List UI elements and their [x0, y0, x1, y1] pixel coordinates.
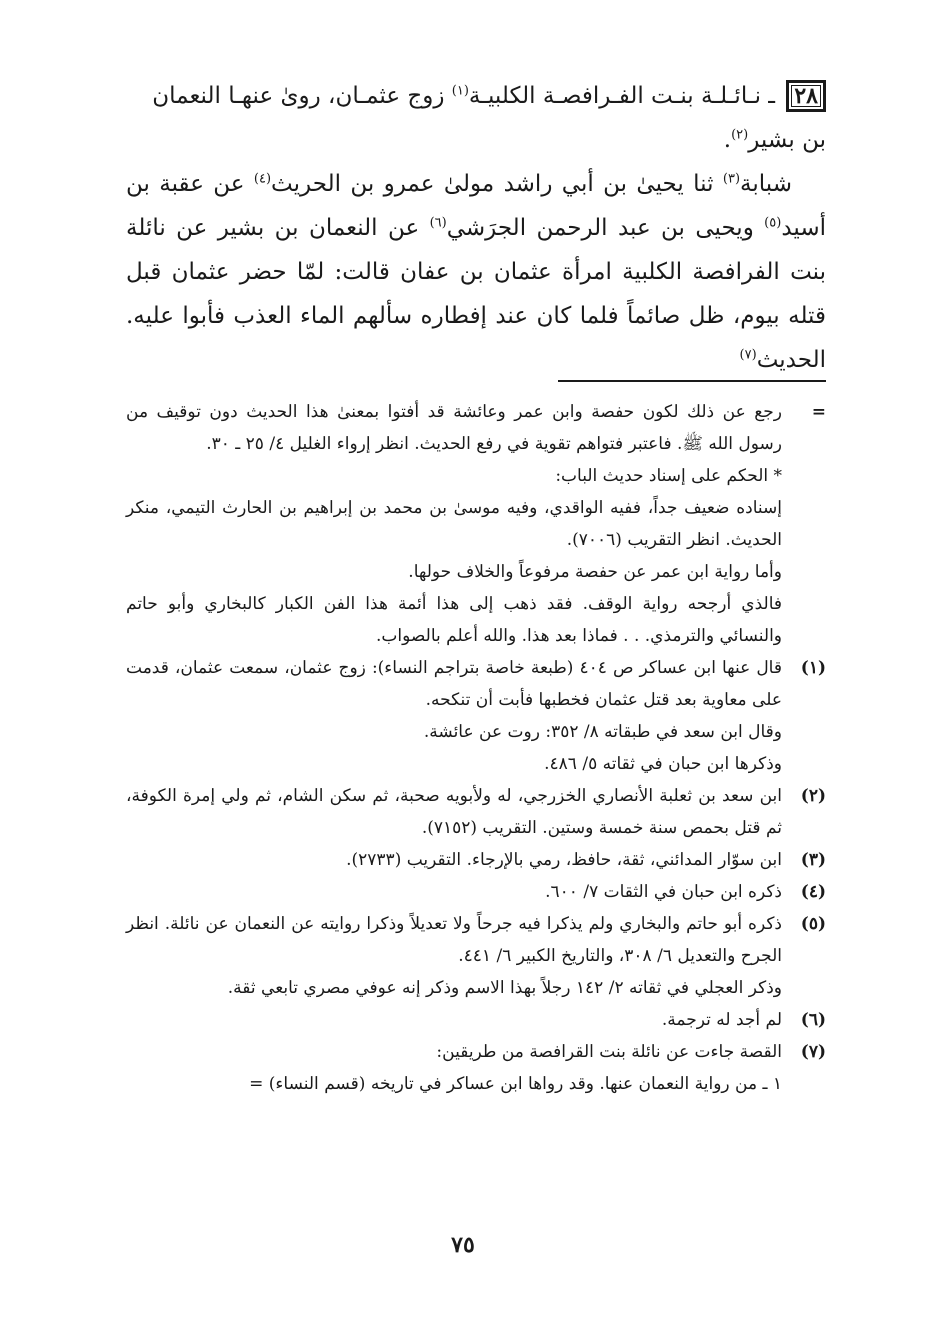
footnote-line: وذكرها ابن حبان في ثقاته ٥/ ٤٨٦.: [544, 754, 782, 774]
hadith-part-4: ويحيى بن عبد الرحمن الجرَشي: [446, 215, 765, 241]
footnote-3: [126, 844, 826, 876]
footnote-marker: (٣): [800, 850, 826, 870]
footnote-2: [126, 780, 826, 844]
footnote-line: ذكره ابن حبان في الثقات ٧/ ٦٠٠.: [545, 882, 782, 902]
entry-heading-rest: زوج عثمـان، روىٰ عنهـا النعمان بن بشير: [152, 83, 826, 153]
continues-marker: =: [249, 1074, 264, 1094]
continuation-line: رجع عن ذلك لكون حفصة وابن عمر وعائشة قد أفتوا بمعنىٰ هذا الحديث دون توقيف من رسول الله ﷺ. فاعتبر فتواهم تقوية في رفع الحديث. انظر إرواء الغليل ٤/ ٢٥ ـ ٣٠.: [126, 402, 782, 454]
hadith-part-5: عن النعمان بن بشير عن نائلة بنت الفرافصة الكلبية امرأة عثمان بن عفان قالت: لمّا حضر عثمان قبل قتله بيوم، ظل صائماً فلما كان عند إفطاره سألهم الماء العذب فأبوا عليه. الحديث: [126, 215, 826, 373]
entry-heading-end: .: [723, 127, 732, 153]
footnote-ref-1: (١): [451, 83, 469, 99]
footnote-ref-4: (٤): [253, 171, 272, 187]
footnote-line: وقال ابن سعد في طبقاته ٨/ ٣٥٢: روت عن عائشة.: [423, 722, 782, 742]
footnote-separator: [558, 380, 826, 382]
main-text: [126, 74, 826, 382]
footnote-marker: (٤): [800, 882, 826, 902]
footnote-ref-3: (٣): [722, 171, 741, 187]
footnote-marker: (١): [800, 658, 826, 678]
entry-heading: [126, 74, 826, 162]
footnote-1: [126, 652, 826, 780]
footnote-line-text: ١ ـ من رواية النعمان عنها. وقد رواها ابن عساكر في تاريخه (قسم النساء): [268, 1074, 782, 1094]
footnote-line: قال عنها ابن عساكر ص ٤٠٤ (طبعة خاصة بتراجم النساء): زوج عثمان، سمعت عثمان، قدمت على معاوية بعد قتل عثمان فخطبها فأبت أن تنكحه.: [126, 658, 782, 710]
footnote-line: [126, 1068, 782, 1100]
footnote-line: وذكر العجلي في ثقاته ٢/ ١٤٢ رجلاً بهذا الاسم وذكر إنه عوفي مصري تابعي ثقة.: [227, 978, 782, 998]
hadith-part-1: شبابة: [740, 171, 792, 197]
footnotes: [126, 396, 826, 1100]
continuation-line: فالذي أرجحه رواية الوقف. فقد ذهب إلى هذا أئمة هذا الفن الكبار كالبخاري وأبو حاتم والنسائي والترمذي. . . فماذا بعد هذا. والله أعلم بالصواب.: [126, 594, 782, 646]
footnote-ref-7: (٧): [739, 347, 757, 363]
footnote-continuation: [126, 396, 826, 652]
footnote-marker: (٢): [800, 786, 826, 806]
continuation-line: إسناده ضعيف جداً، ففيه الواقدي، وفيه موسىٰ بن محمد بن إبراهيم بن الحارث التيمي، منكر الحديث. انظر التقريب (٧٠٠٦).: [126, 498, 782, 550]
footnote-5: [126, 908, 826, 1004]
footnote-line: ذكره أبو حاتم والبخاري ولم يذكرا فيه جرحاً ولا تعديلاً وذكرا روايته عن النعمان عن نائلة. انظر الجرح والتعديل ٦/ ٣٠٨، والتاريخ الكبير ٦/ ٤٤١.: [126, 914, 782, 966]
footnote-marker: (٧): [800, 1042, 826, 1062]
footnote-line: ابن سوّار المدائني، ثقة، حافظ، رمي بالإرجاء. التقريب (٢٧٣٣).: [346, 850, 782, 870]
continuation-marker: =: [811, 402, 826, 422]
entry-heading-text: ـ نـائـلـة بنـت الفـرافصـة الكلبيـة: [468, 83, 776, 109]
entry-number: ٢٨: [786, 80, 826, 112]
hadith-part-2: ثنا يحيىٰ بن أبي راشد مولىٰ عمرو بن الحريث: [271, 171, 723, 197]
footnote-marker: (٦): [800, 1010, 826, 1030]
footnote-marker: (٥): [800, 914, 826, 934]
footnote-line: القصة جاءت عن نائلة بنت القرافصة من طريقين:: [436, 1042, 782, 1062]
continuation-line: * الحكم على إسناد حديث الباب:: [555, 466, 782, 486]
hadith-part-3: عن عقبة بن أسيد: [126, 171, 826, 241]
footnote-ref-6: (٦): [429, 215, 447, 231]
hadith-text: [126, 162, 826, 382]
continuation-line: وأما رواية ابن عمر عن حفصة مرفوعاً والخلاف حولها.: [408, 562, 782, 582]
footnote-line: لم أجد له ترجمة.: [661, 1010, 782, 1030]
footnote-ref-2: (٢): [731, 127, 749, 143]
footnote-7: [126, 1036, 826, 1100]
page-number: ٧٥: [451, 1232, 475, 1258]
footnote-4: [126, 876, 826, 908]
footnote-6: [126, 1004, 826, 1036]
footnote-ref-5: (٥): [764, 215, 782, 231]
footnote-line: ابن سعد بن ثعلبة الأنصاري الخزرجي، له ولأبويه صحبة، ثم سكن الشام، ثم ولي إمرة الكوفة، ثم قتل بحمص سنة خمسة وستين. التقريب (٧١٥٢).: [126, 786, 782, 838]
